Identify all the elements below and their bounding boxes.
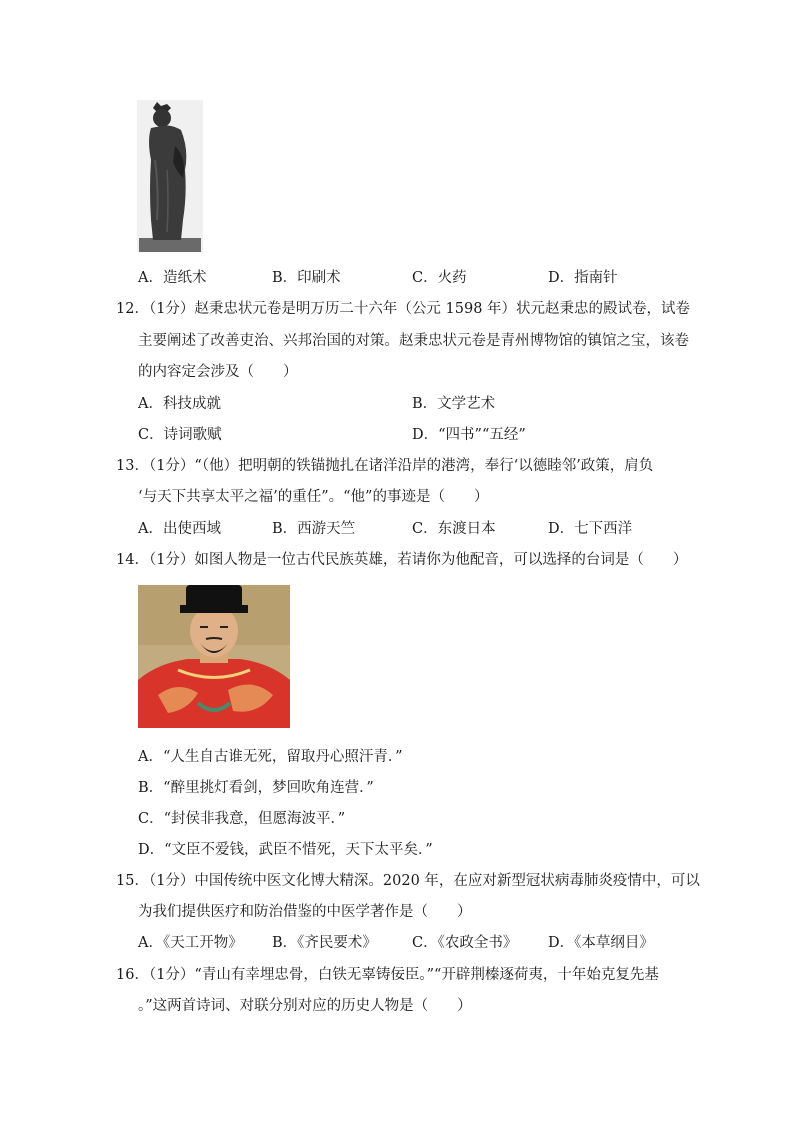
q15-option-c: C．《农政全书》 [412,935,518,951]
q12-option-b: B．文学艺术 [412,396,496,412]
q15-option-a: A．《天工开物》 [138,935,243,951]
statue-figure [137,100,203,252]
q12-text-line: 主要阐述了改善吏治、兴邦治国的对策。赵秉忠状元卷是青州博物馆的镇馆之宝，该卷 [138,333,689,349]
q12-option-a: A．科技成就 [138,396,221,412]
q13-option-c: C．东渡日本 [412,521,496,537]
q13-text-line: 13．（1分）“（他）把明朝的铁锚抛扎在诸洋沿岸的港湾，奉行‘以德睦邻’政策，肩负 [116,458,654,474]
q14-option-c: C．“封侯非我意，但愿海波平．” [138,811,346,827]
q11-option-b: B．印刷术 [272,270,341,286]
q12-option-d: D．“四书”“五经” [412,427,526,443]
q12-option-c: C．诗词歌赋 [138,427,222,443]
q15-option-b: B．《齐民要术》 [272,935,377,951]
q12-text-line: 的内容定会涉及（ ） [138,364,298,380]
q15-text-line: 15．（1分）中国传统中医文化博大精深。2020 年，在应对新型冠状病毒肺炎疫情中，可以 [116,873,700,889]
q14-option-a: A．“人生自古谁无死，留取丹心照汗青．” [138,749,403,765]
q15-option-d: D．《本草纲目》 [548,935,654,951]
q13-option-a: A．出使西域 [138,521,221,537]
q11-option-d: D．指南针 [548,270,618,286]
q13-option-b: B．西游天竺 [272,521,356,537]
q14-option-d: D．“文臣不爱钱，武臣不惜死，天下太平矣．” [138,842,433,858]
q13-text-line: ‘与天下共享太平之福’的重任”。“他”的事迹是（ ） [138,489,489,505]
q11-option-a: A．造纸术 [138,270,207,286]
q14-option-b: B．“醉里挑灯看剑，梦回吹角连营．” [138,780,374,796]
q15-text-line: 为我们提供医疗和防治借鉴的中医学著作是（ ） [138,904,472,920]
q16-text-line: 16．（1分）“青山有幸埋忠骨，白铁无辜铸佞臣。”“开辟荆榛逐荷夷，十年始克复先基 [116,967,659,983]
q11-option-c: C．火药 [412,270,467,286]
portrait-figure [138,585,290,728]
q13-option-d: D．七下西洋 [548,521,633,537]
q16-text-line: 。”这两首诗词、对联分别对应的历史人物是（ ） [138,998,472,1014]
q12-text-line: 12．（1分）赵秉忠状元卷是明万历二十六年（公元 1598 年）状元赵秉忠的殿试卷，试卷 [116,301,691,317]
q14-text-line: 14．（1分）如图人物是一位古代民族英雄，若请你为他配音，可以选择的台词是（ ） [116,552,688,568]
